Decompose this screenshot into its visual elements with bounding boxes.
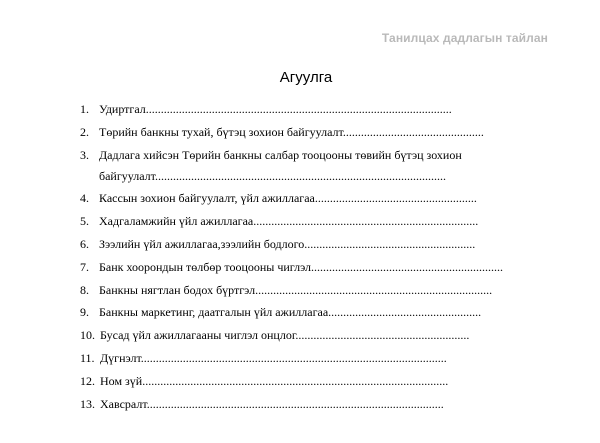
toc-item-13 [80,398,550,411]
running-header-title: Танилцах дадлагын тайлан [381,31,548,45]
toc-item-2 [80,126,550,139]
toc-item-text: Банкны нягтлан бодох бүртгэл [99,282,256,297]
toc-item-number: 1. [80,102,89,116]
toc-item-number: 13. [80,396,95,411]
toc-item-10 [80,329,550,342]
toc-title: Агуулга [279,69,333,86]
toc-item-9 [80,306,550,319]
toc-item-text: байгуулалт [99,168,155,183]
toc-item-text: Бусад үйл ажиллагааны чиглэл онцлог [100,328,296,343]
toc-item-leader-dots: .......................................................... [295,328,470,343]
toc-item-number: 2. [80,124,89,139]
toc-item-leader-dots: ...................................................................................................... [142,373,449,388]
toc-item-number: 12. [80,373,95,388]
toc-item-text: Хавсралт [100,396,147,411]
toc-item-number: 7. [80,259,89,274]
toc-item-text: Зээлийн үйл ажиллагаа,зээлийн бодлого [99,236,305,251]
toc-item-leader-dots: ...................................................... [314,191,477,206]
toc-item-leader-dots: ...................................................................................................... [145,102,452,116]
toc-item-3 [80,149,550,162]
toc-item-8 [80,284,550,297]
toc-item-11 [80,352,550,365]
toc-item-4 [80,192,550,205]
toc-item-number: 9. [80,305,89,320]
toc-item-text: Удиртгал [99,102,146,116]
toc-item-text: Дадлага хийсэн Төрийн банкны салбар тооцооны төвийн бүтэц зохион [99,147,462,162]
toc-item-leader-dots: ............................................................................... [255,282,493,297]
toc-item-leader-dots: ........................................................................... [253,214,479,229]
toc-item-leader-dots: ................................................................ [311,259,504,274]
toc-item-text: Дүгнэлт [100,350,141,365]
toc-item-text: Банк хоорондын төлбөр тооцооны чиглэл [99,259,312,274]
toc-item-leader-dots: ......................................................... [304,236,476,251]
table-of-contents [80,103,550,420]
toc-item-text: Кассын зохион байгуулалт, үйл ажиллагаа [99,191,315,206]
toc-item-number: 6. [80,236,89,251]
toc-item-number: 5. [80,214,89,229]
toc-item-number: 3. [80,147,89,162]
toc-item-6 [80,238,550,251]
toc-item-leader-dots: ................................................................................................. [155,168,446,183]
toc-item-leader-dots: ................................................... [328,305,482,320]
toc-item-text: Банкны маркетинг, даатгалын үйл ажиллагаа [99,305,329,320]
toc-item-7 [80,261,550,274]
toc-item-text: Ном зүй [100,373,143,388]
toc-item-number: 4. [80,191,89,206]
toc-item-text: Төрийн банкны тухай, бүтэц зохион байгуулалт [99,124,343,139]
toc-item-1 [80,103,550,116]
toc-item-number: 11. [80,350,95,365]
toc-item-leader-dots: ............................................... [342,124,484,139]
toc-item-number: 10. [80,328,95,343]
toc-item-leader-dots: ................................................................................................... [146,396,444,411]
toc-item-number: 8. [80,282,89,297]
toc-item-3-continuation [80,170,550,183]
toc-item-5 [80,215,550,228]
toc-item-leader-dots: ...................................................................................................... [140,350,447,365]
toc-item-12 [80,375,550,388]
toc-item-text: Хадгаламжийн үйл ажиллагаа [99,214,254,229]
